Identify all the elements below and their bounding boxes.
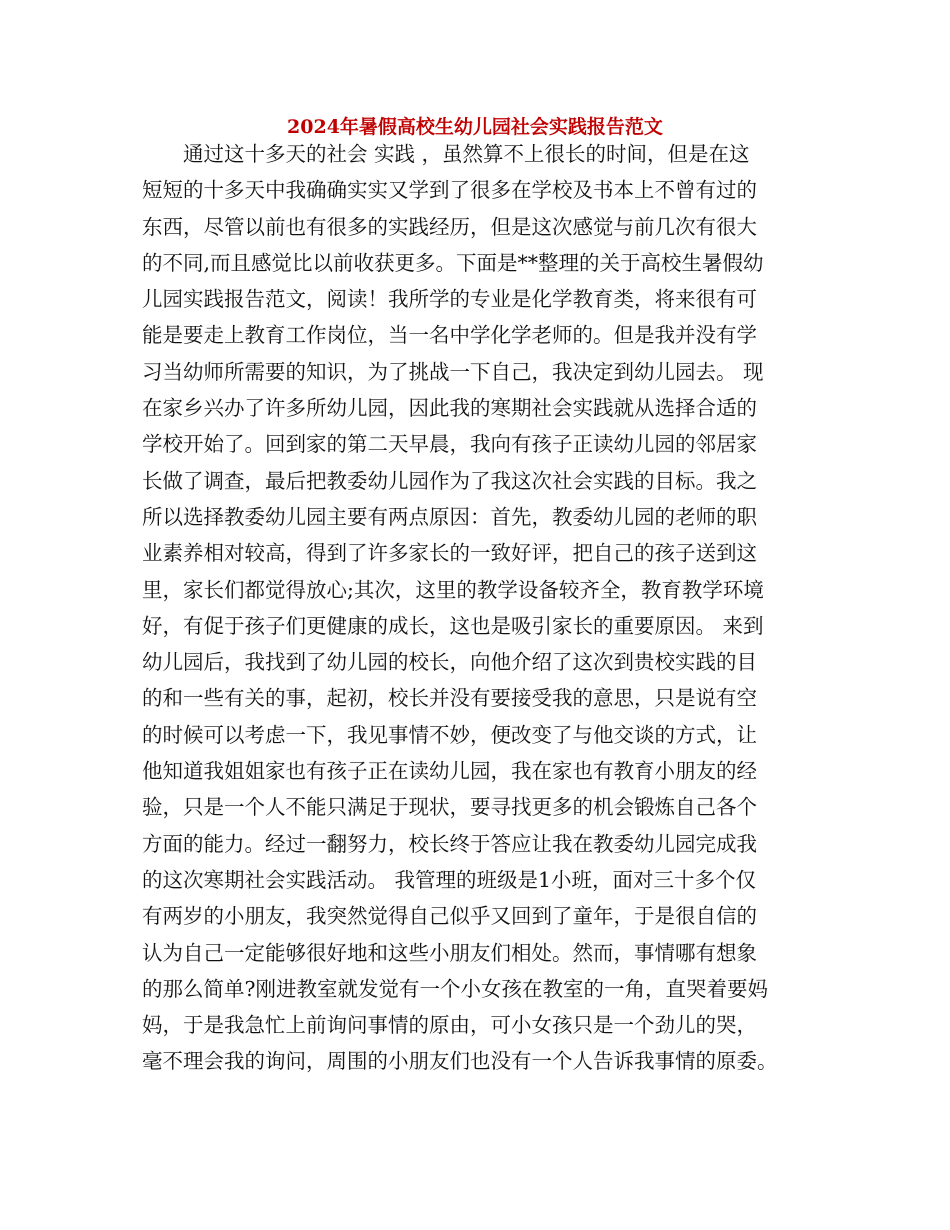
body-line: 的时候可以考虑一下，我见事情不妙，便改变了与他交谈的方式，让 [142, 722, 757, 747]
body-line: 妈，于是我急忙上前询问事情的原由，可小女孩只是一个劲儿的哭， [142, 1013, 757, 1038]
body-line: 毫不理会我的询问，周围的小朋友们也没有一个人告诉我事情的原委。 [142, 1049, 778, 1074]
body-line: 的和一些有关的事，起初，校长并没有要接受我的意思，只是说有空 [142, 686, 757, 711]
body-line: 通过这十多天的社会 实践 ，虽然算不上很长的时间，但是在这 [142, 142, 750, 166]
body-line: 验，只是一个人不能只满足于现状，要寻找更多的机会锻炼自己各个 [142, 795, 757, 820]
body-line: 认为自己一定能够很好地和这些小朋友们相处。然而，事情哪有想象 [142, 940, 757, 965]
body-line: 儿园实践报告范文，阅读！我所学的专业是化学教育类，将来很有可 [142, 287, 757, 312]
body-line: 学校开始了。回到家的第二天早晨，我向有孩子正读幼儿园的邻居家 [142, 432, 757, 457]
body-line: 的那么简单?刚进教室就发觉有一个小女孩在教室的一角，直哭着要妈 [142, 976, 768, 1001]
body-line: 方面的能力。经过一翻努力，校长终于答应让我在教委幼儿园完成我 [142, 831, 757, 856]
body-line: 里，家长们都觉得放心;其次，这里的教学设备较齐全，教育教学环境 [142, 577, 764, 602]
body-line: 所以选择教委幼儿园主要有两点原因：首先，教委幼儿园的老师的职 [142, 504, 757, 529]
body-line: 幼儿园后，我找到了幼儿园的校长，向他介绍了这次到贵校实践的目 [142, 650, 757, 675]
body-line: 长做了调查，最后把教委幼儿园作为了我这次社会实践的目标。我之 [142, 468, 757, 493]
body-line: 他知道我姐姐家也有孩子正在读幼儿园，我在家也有教育小朋友的经 [142, 759, 757, 784]
body-line: 习当幼师所需要的知识，为了挑战一下自己，我决定到幼儿园去。 现 [142, 359, 764, 384]
body-line: 短短的十多天中我确确实实又学到了很多在学校及书本上不曾有过的 [142, 178, 757, 203]
body-line: 的不同,而且感觉比以前收获更多。下面是**整理的关于高校生暑假幼 [142, 250, 764, 275]
body-line: 东西，尽管以前也有很多的实践经历，但是这次感觉与前几次有很大 [142, 214, 757, 239]
document-body [142, 136, 812, 1080]
body-line: 的这次寒期社会实践活动。 我管理的班级是1小班，面对三十多个仅 [142, 867, 757, 892]
body-line: 好，有促于孩子们更健康的成长，这也是吸引家长的重要原因。 来到 [142, 613, 764, 638]
body-line: 业素养相对较高，得到了许多家长的一致好评，把自己的孩子送到这 [142, 541, 757, 566]
body-line: 在家乡兴办了许多所幼儿园，因此我的寒期社会实践就从选择合适的 [142, 396, 757, 421]
document-title: 2024年暑假高校生幼儿园社会实践报告范文 [287, 116, 663, 138]
body-line: 能是要走上教育工作岗位，当一名中学化学老师的。但是我并没有学 [142, 323, 757, 348]
body-line: 有两岁的小朋友，我突然觉得自己似乎又回到了童年，于是很自信的 [142, 904, 757, 929]
